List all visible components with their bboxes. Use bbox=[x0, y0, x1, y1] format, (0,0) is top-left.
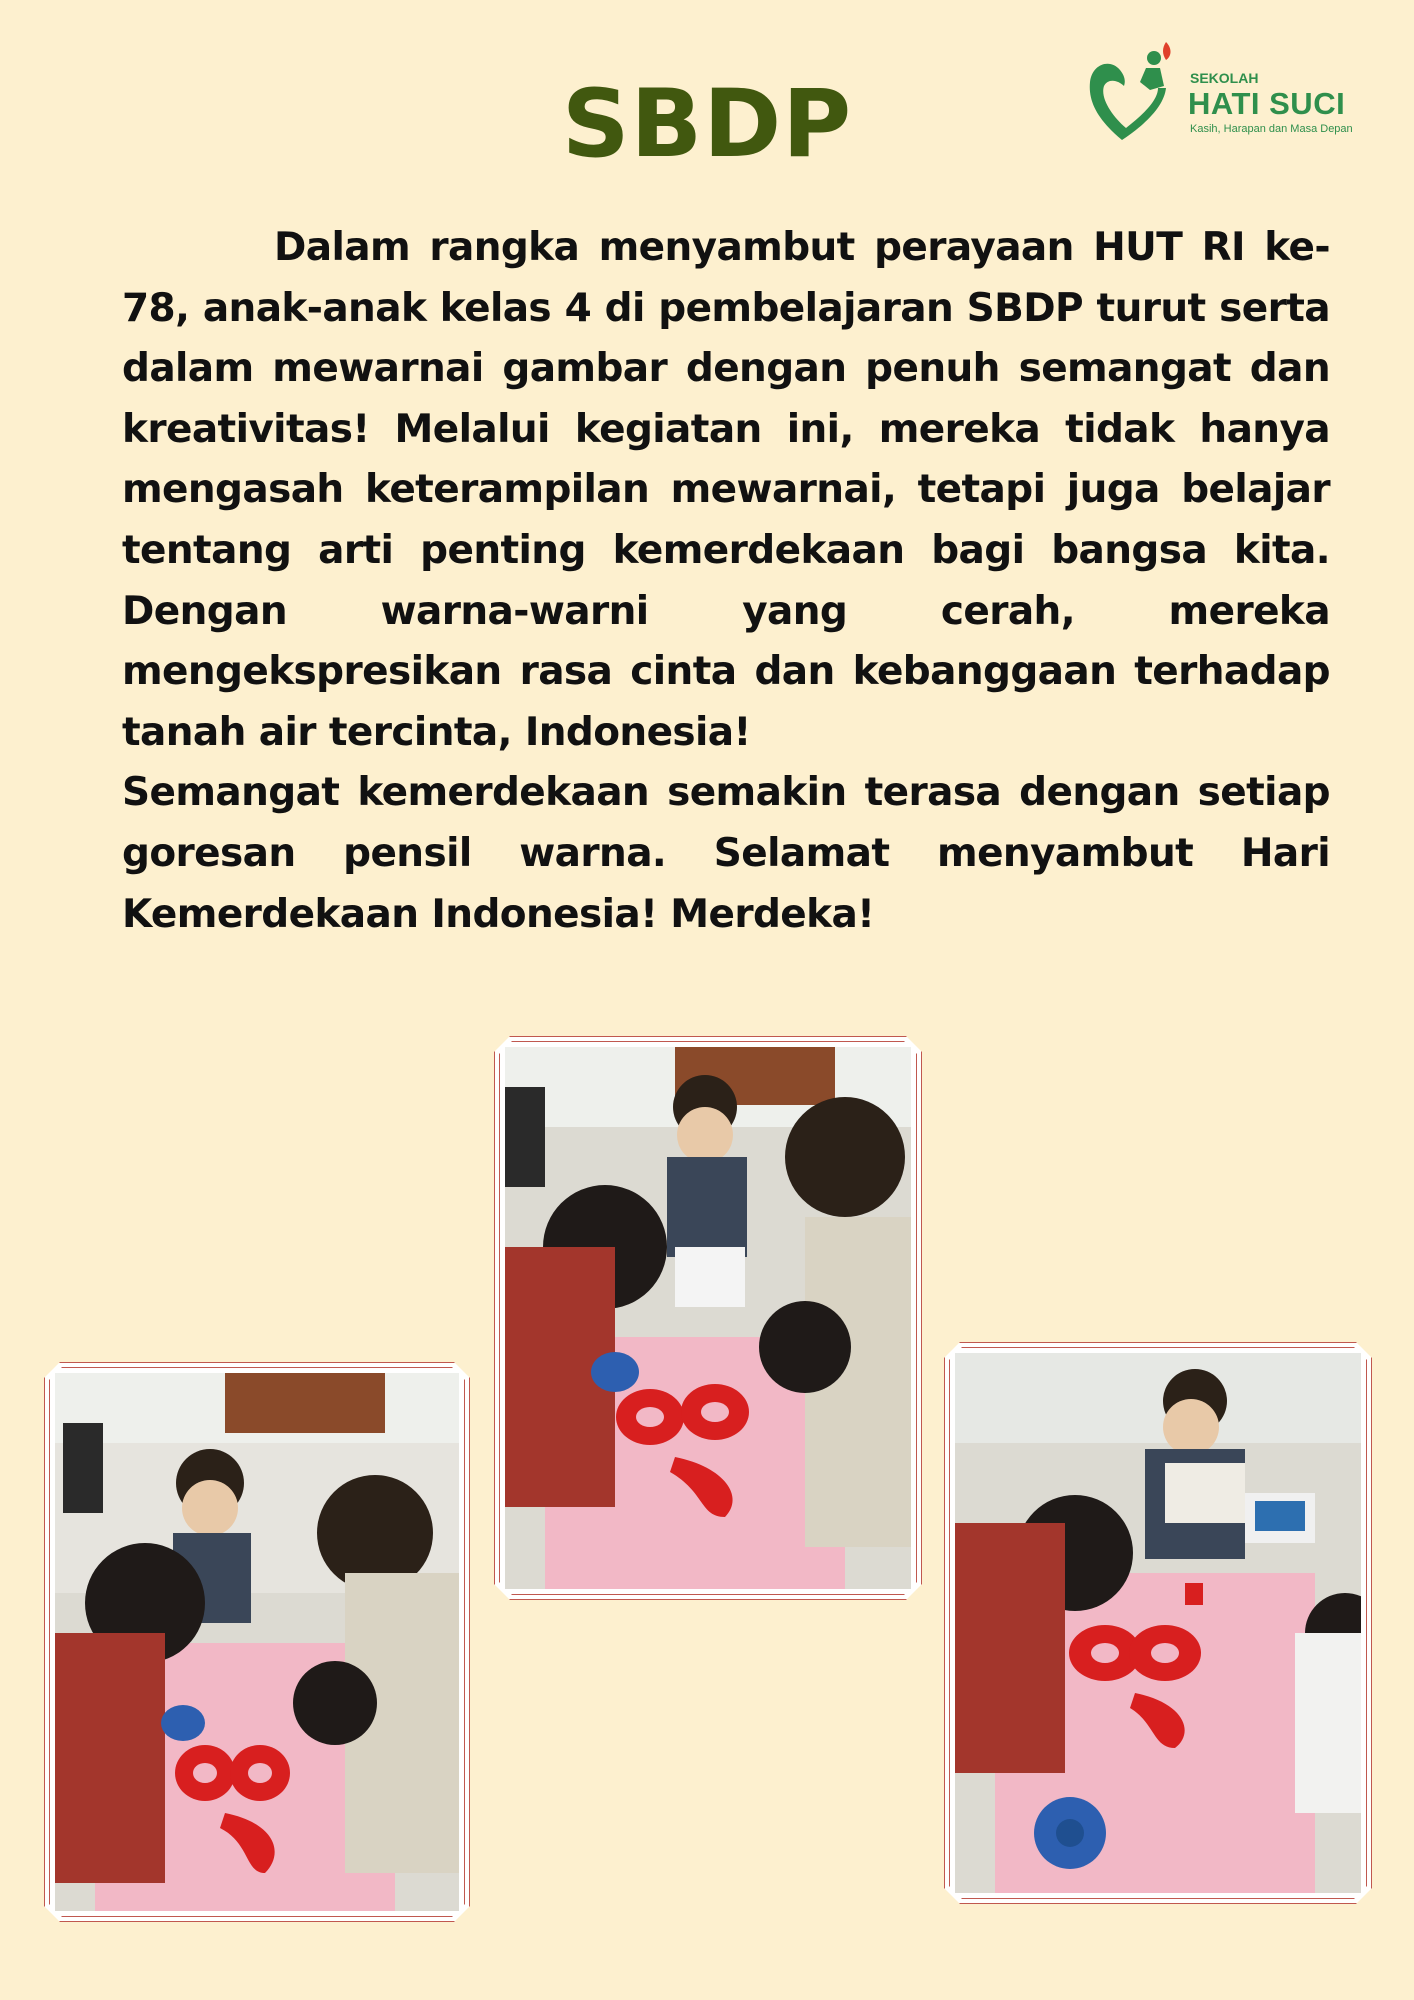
photo-children-painting bbox=[55, 1373, 459, 1911]
page-title: SBDP bbox=[561, 70, 853, 179]
photo-children-painting bbox=[505, 1047, 911, 1589]
article-paragraph-2: Semangat kemerdekaan semakin terasa dengan setiap goresan pensil warna. Selamat menyambut Hari Kemerdekaan Indonesia! Merdeka! bbox=[122, 770, 1330, 937]
article-body bbox=[122, 218, 1330, 945]
logo-line-sekolah: SEKOLAH bbox=[1190, 70, 1259, 86]
article-paragraph-1: Dalam rangka menyambut perayaan HUT RI ke-78, anak-anak kelas 4 di pembelajaran SBDP turut serta dalam mewarnai gambar dengan penuh semangat dan kreativitas! Melalui kegiatan ini, mereka tidak hanya mengasah keterampilan mewarnai, tetapi juga belajar tentang arti penting kemerdekaan bagi bangsa kita. Dengan warna-warni yang cerah, mereka mengekspresikan rasa cinta dan kebanggaan terhadap tanah air tercinta, Indonesia! bbox=[122, 225, 1330, 755]
heart-figure-logo-icon bbox=[1088, 40, 1188, 150]
school-logo bbox=[1088, 40, 1378, 150]
photo-right bbox=[944, 1342, 1372, 1904]
logo-line-school-name: HATI SUCI bbox=[1188, 86, 1346, 121]
photo-center bbox=[494, 1036, 922, 1600]
photo-left bbox=[44, 1362, 470, 1922]
photo-children-painting bbox=[955, 1353, 1361, 1893]
logo-tagline: Kasih, Harapan dan Masa Depan bbox=[1190, 123, 1353, 135]
